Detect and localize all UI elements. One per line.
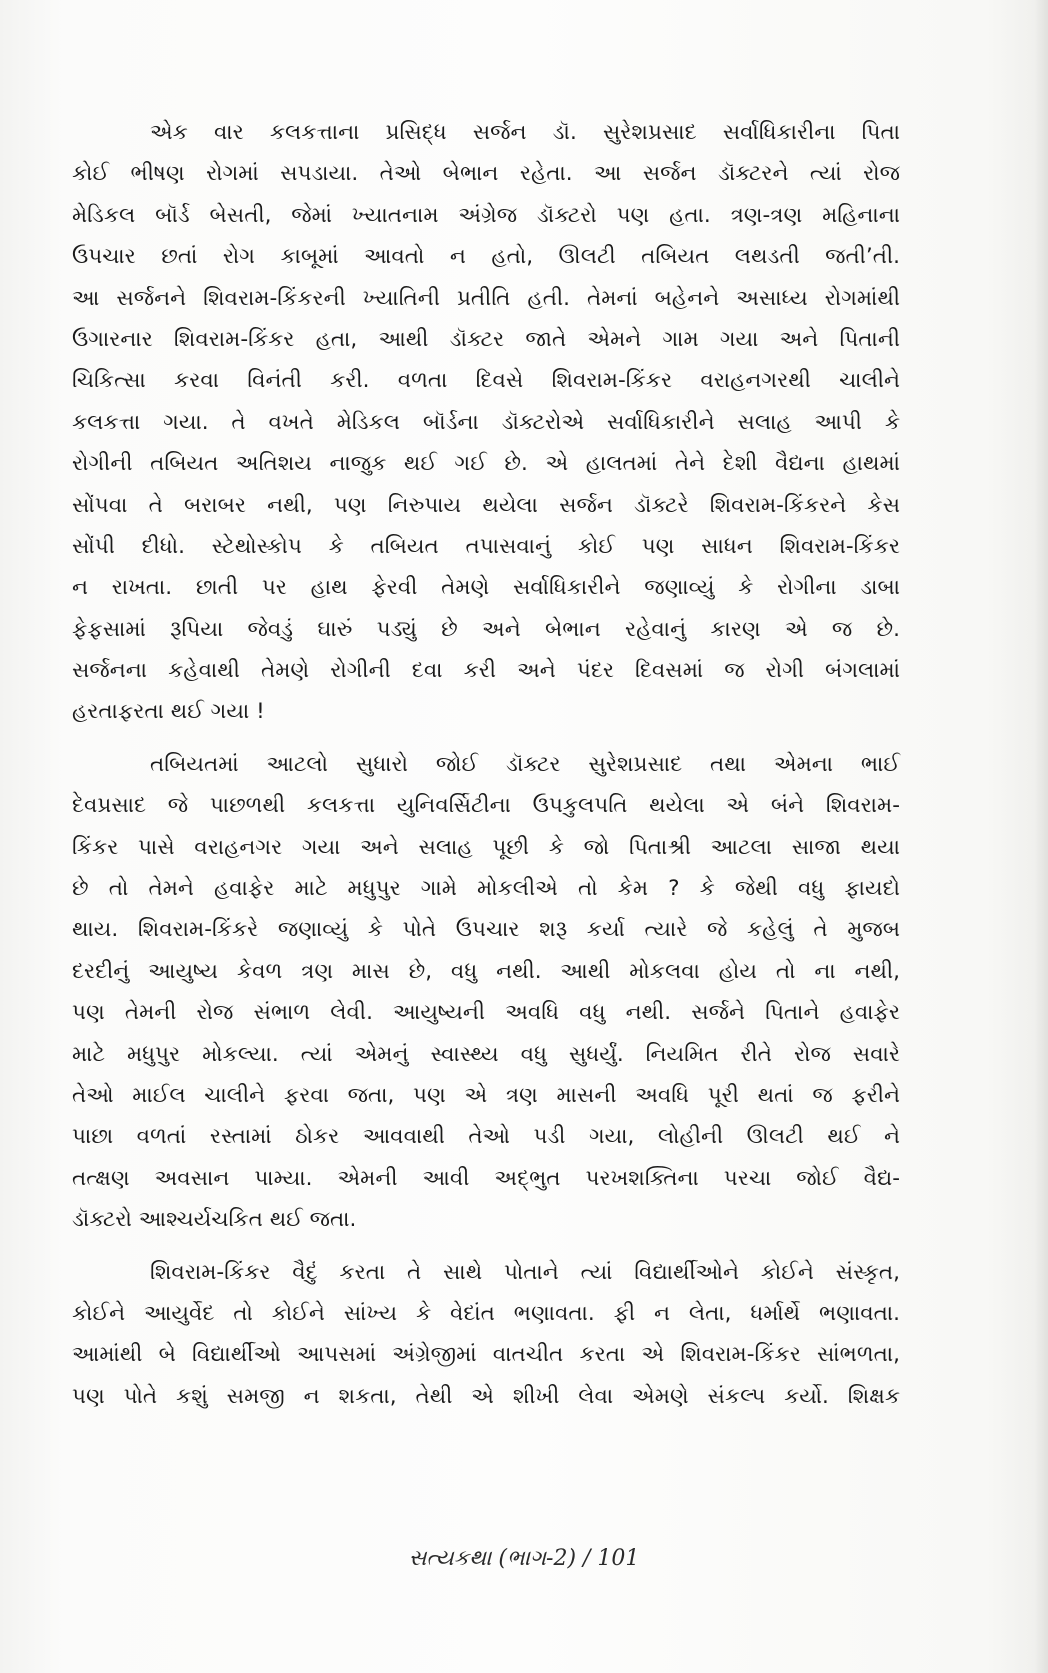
text-line: તબિયતમાં આટલો સુધારો જોઈ ડૉક્ટર સુરેશપ્રસાદ તથા એમના ભાઈ: [150, 751, 900, 777]
text-line: દરદીનું આયુષ્ય કેવળ ત્રણ માસ છે, વધુ નથી. આથી મોકલવા હોય તો ના નથી,: [72, 958, 900, 984]
text-line: આ સર્જનને શિવરામ-કિંકરની ખ્યાતિની પ્રતીતિ હતી. તેમનાં બહેનને અસાધ્ય રોગમાંથી: [72, 285, 900, 311]
text-line: ઉગારનાર શિવરામ-કિંકર હતા, આથી ડૉક્ટર જાતે એમને ગામ ગયા અને પિતાની: [72, 326, 900, 352]
text-line: પણ તેમની રોજ સંભાળ લેવી. આયુષ્યની અવધિ વધુ નથી. સર્જને પિતાને હવાફેર: [72, 1000, 900, 1026]
text-line: શિવરામ-કિંકર વૈદું કરતા તે સાથે પોતાને ત્યાં વિદ્યાર્થીઓને કોઈને સંસ્કૃત,: [150, 1259, 900, 1285]
paragraph-1: [72, 112, 900, 733]
text-line: મેડિકલ બૉર્ડ બેસતી, જેમાં ખ્યાતનામ અંગ્રેજ ડૉક્ટરો પણ હતા. ત્રણ-ત્રણ મહિનાના: [72, 202, 900, 228]
body-text: [72, 112, 900, 1417]
text-line: એક વાર કલકત્તાના પ્રસિદ્ધ સર્જન ડૉ. સુરેશપ્રસાદ સર્વાધિકારીના પિતા: [150, 120, 900, 145]
text-line: તત્ક્ષણ અવસાન પામ્યા. એમની આવી અદ્ભુત પરખશક્તિના પરચા જોઈ વૈદ્ય-: [72, 1165, 900, 1191]
text-line: સોંપી દીધો. સ્ટેથોસ્કોપ કે તબિયત તપાસવાનું કોઈ પણ સાધન શિવરામ-કિંકર: [72, 533, 900, 559]
text-line: ફેફસામાં રૂપિયા જેવડું ઘારું પડ્યું છે અને બેભાન રહેવાનું કારણ એ જ છે.: [72, 616, 900, 642]
text-line: ચિકિત્સા કરવા વિનંતી કરી. વળતા દિવસે શિવરામ-કિંકર વરાહનગરથી ચાલીને: [72, 368, 900, 394]
text-line: છે તો તેમને હવાફેર માટે મધુપુર ગામે મોકલીએ તો કેમ ? કે જેથી વધુ ફાયદો: [72, 876, 900, 902]
text-line: કોઈ ભીષણ રોગમાં સપડાયા. તેઓ બેભાન રહેતા. આ સર્જન ડૉક્ટરને ત્યાં રોજ: [72, 161, 900, 187]
text-line: ન રાખતા. છાતી પર હાથ ફેરવી તેમણે સર્વાધિકારીને જણાવ્યું કે રોગીના ડાબા: [72, 575, 900, 601]
text-line: રોગીની તબિયત અતિશય નાજુક થઈ ગઈ છે. એ હાલતમાં તેને દેશી વૈદ્યના હાથમાં: [72, 451, 900, 477]
text-line: પણ પોતે કશું સમજી ન શકતા, તેથી એ શીખી લેવા એમણે સંકલ્પ કર્યો. શિક્ષક: [72, 1383, 900, 1409]
text-line: કિંકર પાસે વરાહનગર ગયા અને સલાહ પૂછી કે જો પિતાશ્રી આટલા સાજા થયા: [72, 834, 900, 860]
text-line: માટે મધુપુર મોકલ્યા. ત્યાં એમનું સ્વાસ્થ્ય વધુ સુધર્યું. નિયમિત રીતે રોજ સવારે: [72, 1041, 900, 1067]
page-footer: સત્યકથા (ભાગ-2) / 101: [408, 1546, 640, 1571]
text-line: આમાંથી બે વિદ્યાર્થીઓ આપસમાં અંગ્રેજીમાં વાતચીત કરતા એ શિવરામ-કિંકર સાંભળતા,: [72, 1342, 900, 1368]
text-line: કલકત્તા ગયા. તે વખતે મેડિકલ બૉર્ડના ડૉક્ટરોએ સર્વાધિકારીને સલાહ આપી કે: [72, 409, 900, 435]
paragraph-3: [72, 1252, 900, 1418]
text-line: કોઈને આયુર્વેદ તો કોઈને સાંખ્ય કે વેદાંત ભણાવતા. ફી ન લેતા, ધર્માર્થે ભણાવતા.: [72, 1300, 900, 1326]
text-line: થાય. શિવરામ-કિંકરે જણાવ્યું કે પોતે ઉપચાર શરૂ કર્યા ત્યારે જે કહેલું તે મુજબ: [72, 917, 900, 943]
text-line: સોંપવા તે બરાબર નથી, પણ નિરુપાય થયેલા સર્જન ડૉક્ટરે શિવરામ-કિંકરને કેસ: [72, 492, 900, 518]
text-line: તેઓ માઈલ ચાલીને ફરવા જતા, પણ એ ત્રણ માસની અવધિ પૂરી થતાં જ ફરીને: [72, 1082, 900, 1108]
text-line: ડૉક્ટરો આશ્ચર્યચકિત થઈ જતા.: [72, 1207, 357, 1233]
text-line: દેવપ્રસાદ જે પાછળથી કલકત્તા યુનિવર્સિટીના ઉપકુલપતિ થયેલા એ બંને શિવરામ-: [72, 793, 900, 819]
text-line: ઉપચાર છતાં રોગ કાબૂમાં આવતો ન હતો, ઊલટી તબિયત લથડતી જતી’તી.: [72, 244, 900, 270]
text-line: હરતાફરતા થઈ ગયા !: [72, 699, 265, 725]
page-edge-shadow: [1034, 0, 1048, 1673]
text-line: પાછા વળતાં રસ્તામાં ઠોકર આવવાથી તેઓ પડી ગયા, લોહીની ઊલટી થઈ ને: [72, 1124, 900, 1150]
paragraph-2: [72, 744, 900, 1241]
text-line: સર્જનના કહેવાથી તેમણે રોગીની દવા કરી અને પંદર દિવસમાં જ રોગી બંગલામાં: [72, 658, 900, 684]
